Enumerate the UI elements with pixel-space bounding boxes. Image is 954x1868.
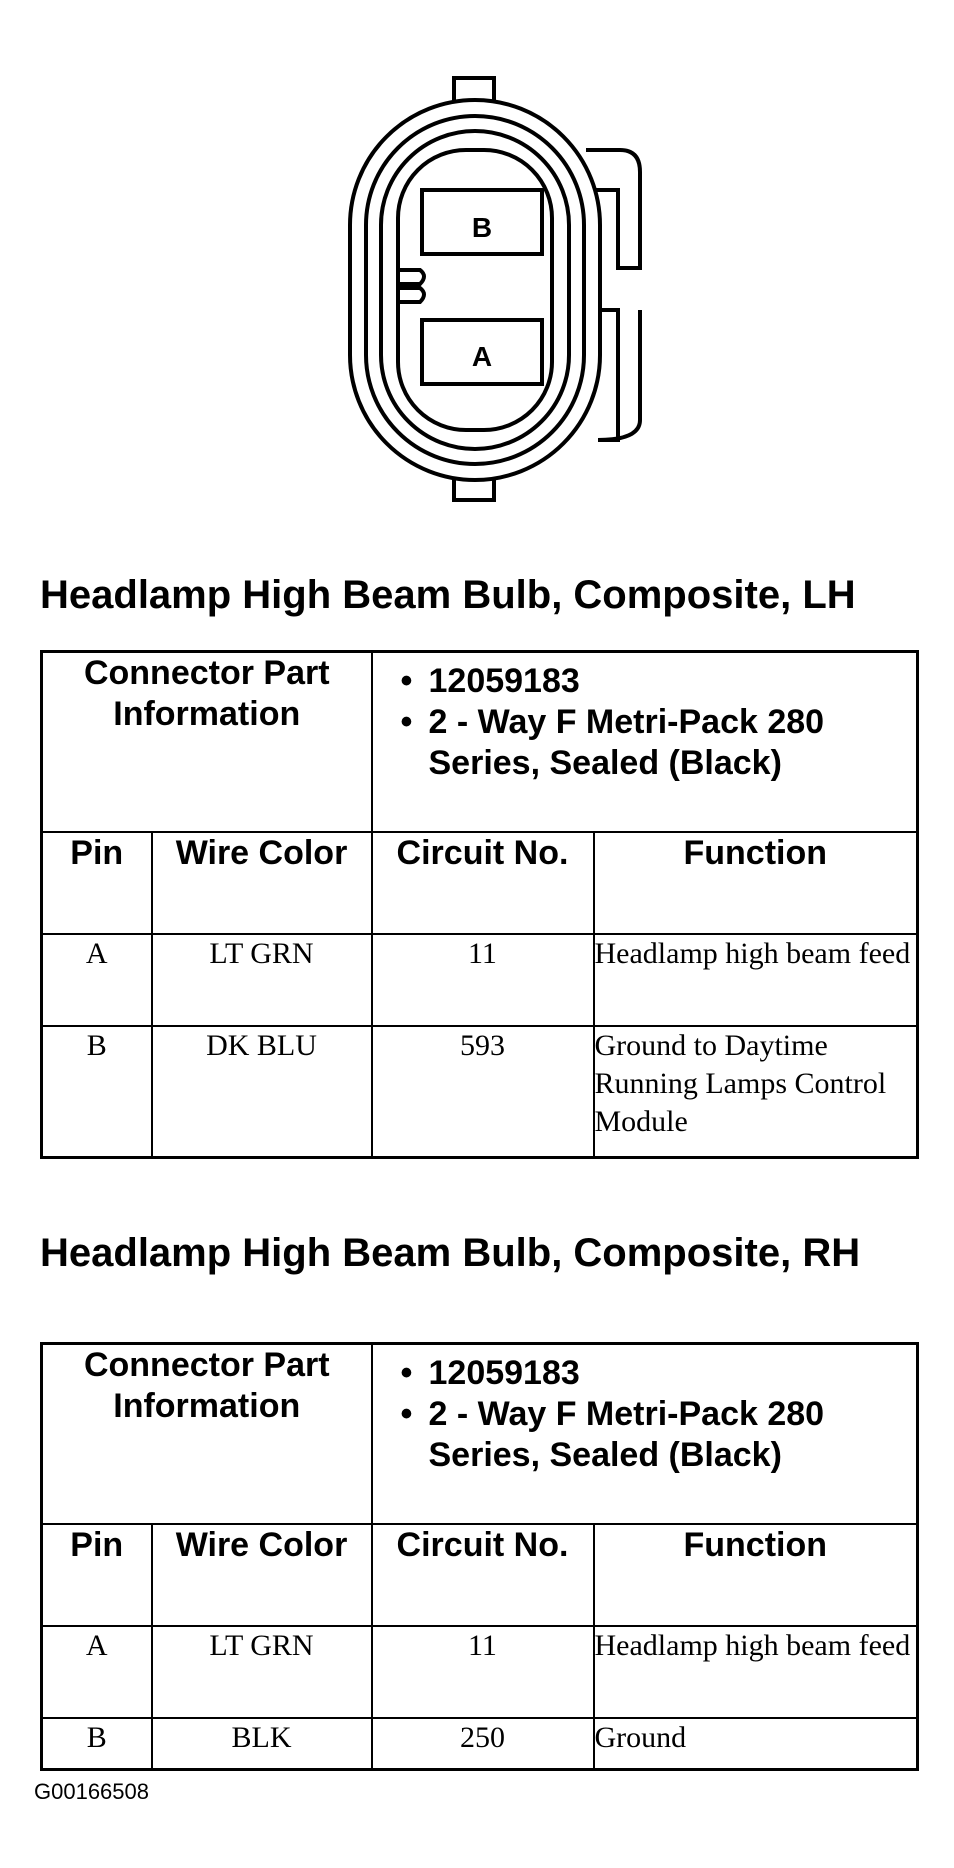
pin-cell: B <box>42 1718 152 1770</box>
connector-info-row <box>42 1344 918 1524</box>
column-header-function: Function <box>594 1524 918 1626</box>
connector-diagram <box>0 0 954 540</box>
function-cell: Ground to Daytime Running Lamps Control Module <box>594 1026 918 1158</box>
figure-id: G00166508 <box>34 1779 149 1804</box>
pin-cell: A <box>42 1626 152 1718</box>
connector-table-lh <box>40 650 919 1159</box>
pin-label-b: B <box>471 212 493 243</box>
connector-table-rh <box>40 1342 919 1771</box>
circuit-no-cell: 11 <box>372 1626 594 1718</box>
section-title-rh: Headlamp High Beam Bulb, Composite, RH <box>40 1231 861 1275</box>
connector-info-row <box>42 652 918 832</box>
column-header-row <box>42 832 918 934</box>
column-header-circuit-no: Circuit No. <box>372 832 594 934</box>
column-header-row <box>42 1524 918 1626</box>
circuit-no-cell: 11 <box>372 934 594 1026</box>
circuit-no-cell: 593 <box>372 1026 594 1158</box>
part-description: • 2 - Way F Metri-Pack 280 Series, Sealed (Black) <box>400 703 825 782</box>
connector-part-label: Connector Part Information <box>42 1344 372 1524</box>
column-header-function: Function <box>594 832 918 934</box>
function-cell: Headlamp high beam feed <box>594 934 918 1026</box>
connector-part-label: Connector Part Information <box>42 652 372 832</box>
part-number: • 12059183 <box>400 1354 580 1392</box>
pin-cell: A <box>42 934 152 1026</box>
column-header-pin: Pin <box>42 1524 152 1626</box>
function-cell: Ground <box>594 1718 918 1770</box>
section-title-lh: Headlamp High Beam Bulb, Composite, LH <box>40 573 856 617</box>
connector-part-info <box>372 1344 918 1524</box>
wire-color-cell: LT GRN <box>152 1626 372 1718</box>
function-cell: Headlamp high beam feed <box>594 1626 918 1718</box>
column-header-pin: Pin <box>42 832 152 934</box>
part-description: • 2 - Way F Metri-Pack 280 Series, Sealed (Black) <box>400 1395 825 1474</box>
column-header-wire-color: Wire Color <box>152 1524 372 1626</box>
pin-cell: B <box>42 1026 152 1158</box>
connector-part-info <box>372 652 918 832</box>
column-header-circuit-no: Circuit No. <box>372 1524 594 1626</box>
wire-color-cell: LT GRN <box>152 934 372 1026</box>
table-row <box>42 1718 918 1770</box>
wire-color-cell: DK BLU <box>152 1026 372 1158</box>
table-row <box>42 934 918 1026</box>
table-row <box>42 1026 918 1158</box>
column-header-wire-color: Wire Color <box>152 832 372 934</box>
part-number: • 12059183 <box>400 662 580 700</box>
pin-label-a: A <box>471 341 493 372</box>
table-row <box>42 1626 918 1718</box>
wire-color-cell: BLK <box>152 1718 372 1770</box>
circuit-no-cell: 250 <box>372 1718 594 1770</box>
